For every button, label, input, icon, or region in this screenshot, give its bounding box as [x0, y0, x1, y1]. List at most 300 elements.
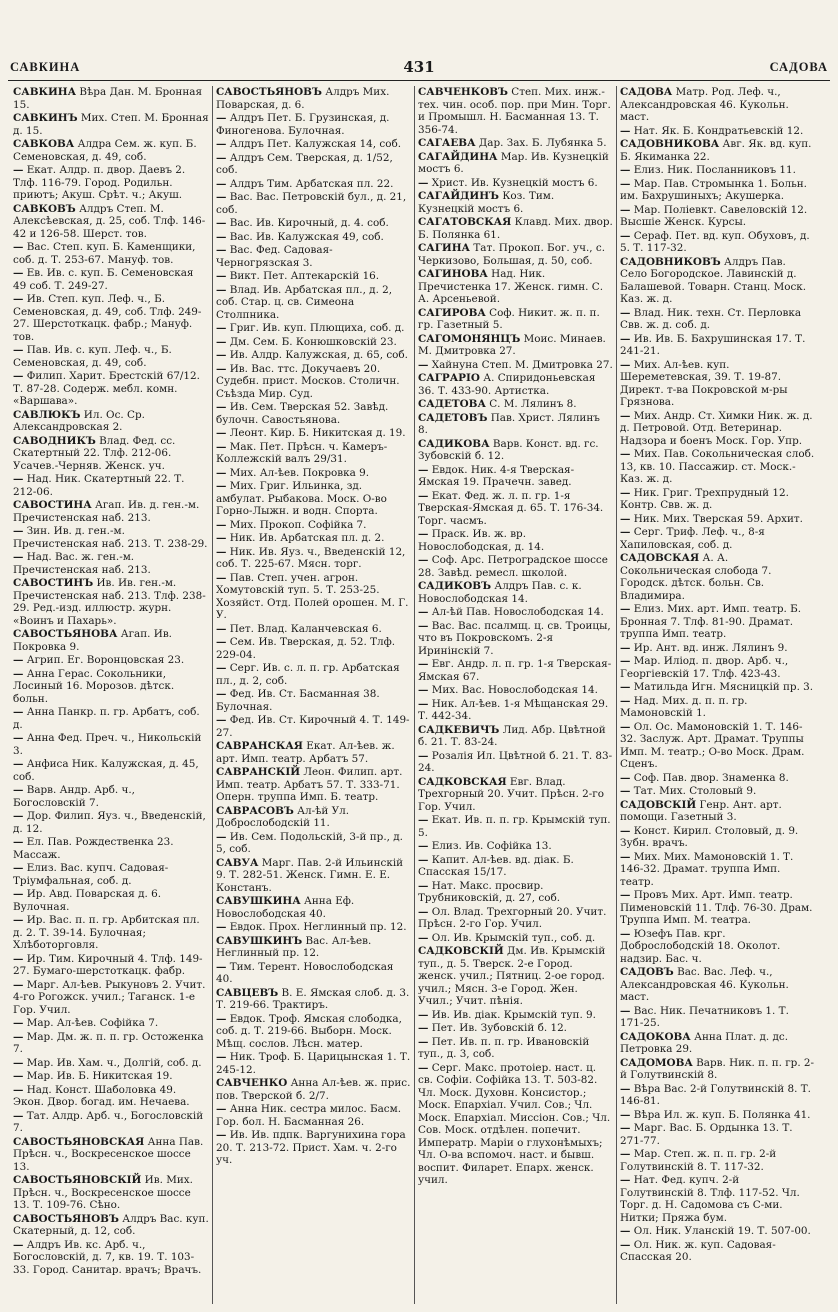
directory-entry — [216, 284, 411, 322]
entry-details: Тат. Алдр. Арб. ч., Богословскій 7. — [13, 1109, 204, 1134]
entry-details: Агап. Ив. Покровка 9. — [13, 628, 172, 653]
entry-details: Пав. Ив. с. куп. Леф. ч., Б. Семеновская, д. 49, соб. — [13, 344, 172, 369]
entry-details: Мар. Ал-ѣев. Софійка 7. — [26, 1017, 159, 1029]
directory-entry — [620, 513, 815, 526]
entry-surname: САГОМОНЯНЦЪ — [418, 332, 521, 345]
entry-details: Мар. Степ. ж. п. п. гр. 2-й Голутвинскій 8. Т. 117-32. — [620, 1148, 777, 1173]
entry-surname: — — [216, 217, 227, 229]
entry-surname: — — [13, 654, 24, 666]
entry-details: Юзефъ Пав. крг. Доброслободскій 18. Околот. надзир. Бас. ч. — [620, 927, 781, 965]
entry-details: Тат. Прокоп. Бог. уч., с. Черкизово, Большая, д. 50, соб. — [418, 242, 606, 267]
directory-entry — [216, 86, 411, 111]
entry-surname: — — [13, 952, 24, 965]
entry-surname: — — [216, 177, 227, 190]
entry-surname: — — [418, 879, 429, 892]
directory-entry — [13, 953, 209, 978]
directory-entry — [216, 662, 411, 687]
directory-entry — [216, 112, 411, 137]
entry-surname: — — [216, 622, 227, 635]
directory-entry — [216, 921, 411, 934]
entry-details: Екат. Фед. ж. л. п. гр. 1-я Тверская-Ямская д. 65. Т. 176-34. Торг. часмъ. — [418, 489, 604, 527]
entry-details: Вас. Ив. Кирочный, д. 4. соб. — [229, 217, 389, 229]
directory-entry — [13, 979, 209, 1017]
entry-surname: — — [418, 619, 429, 632]
entry-details: Над. Вас. ж. ген.-м. Пречистенская наб. 213. — [13, 551, 151, 576]
entry-details: Елиз. Мих. арт. Имп. театр. Б. Бронная 7. Тлф. 81-90. Драмат. труппа Имп. театр. — [620, 603, 802, 640]
entry-details: Ал-ѣй Ул. Доброслободскій 11. — [216, 804, 350, 829]
entry-surname: САГАЕВА — [418, 137, 476, 149]
entry-details: Зин. Ив. д. ген.-м. Пречистенская наб. 213. Т. 238-29. — [13, 525, 208, 550]
entry-surname: — — [620, 306, 631, 319]
entry-details: Алдръ Пав. Село Богородское. Лавинскій д. Балашевой. Товарн. Станц. Моск. Каз. ж. д. — [620, 255, 807, 305]
directory-entry — [216, 519, 411, 532]
directory-entry — [418, 464, 613, 489]
entry-details: Елиз. Ник. Посланниковъ 11. — [633, 164, 796, 176]
directory-entry — [13, 1213, 209, 1238]
entry-details: Алдръ Пет. Калужская 14, соб. — [229, 138, 402, 150]
directory-entry — [418, 945, 613, 1008]
directory-entry — [216, 401, 411, 426]
entry-details: Алдръ Пав. с. к. Новослободская 14. — [418, 580, 582, 605]
entry-surname: — — [13, 1070, 24, 1082]
entry-details: Агрип. Ег. Воронцовская 23. — [26, 654, 185, 666]
entry-surname: — — [418, 489, 429, 502]
directory-entry — [13, 1057, 209, 1070]
directory-entry — [418, 359, 613, 372]
entry-surname: САГИНА — [418, 242, 471, 254]
entry-details: Ив. Ив. Б. Бахрушинская 17. Т. 241-21. — [620, 332, 806, 357]
entry-surname: САГРАРІО — [418, 372, 480, 384]
entry-details: Ив. Мих. Прѣсн. ч., Воскресенское шоссе 13. Т. 109-76. Сѣно. — [13, 1174, 193, 1211]
entry-surname: — — [418, 658, 429, 670]
entry-details: Ив. Степ. куп. Леф. ч., Б. Семеновская, д. 49, соб. Тлф. 249-27. Шерстоткацк. фабр.; Мануф. тов. — [13, 293, 202, 343]
entry-surname: — — [13, 525, 24, 537]
directory-entry — [13, 164, 209, 202]
entry-surname: — — [418, 463, 429, 476]
entry-details: Леон. Филип. арт. Имп. театр. Арбатъ 57. Т. 333-71. Оперн. труппа Имп. Б. театр. — [216, 766, 403, 803]
directory-entry — [216, 231, 411, 244]
directory-entry — [418, 814, 613, 839]
entry-details: Елиз. Вас. купч. Садовая-Тріумфальная, соб. д. — [13, 862, 169, 887]
entry-details: Анна Пав. Прѣсн. ч., Воскресенское шоссе 13. — [13, 1135, 204, 1173]
entry-surname: — — [216, 244, 227, 256]
entry-details: Капит. Ал-ѣев. вд. діак. Б. Спасская 15/17. — [418, 853, 574, 878]
entry-surname: — — [216, 440, 227, 453]
entry-details: Ол. Ив. Крымскій туп., соб. д. — [431, 931, 596, 944]
entry-surname: — — [620, 1122, 631, 1134]
entry-surname: — — [620, 177, 631, 190]
directory-entry — [13, 344, 209, 369]
directory-entry — [620, 164, 815, 177]
entry-surname: — — [620, 512, 631, 525]
directory-entry — [620, 772, 815, 785]
entry-details: Вас. Вас. псалмщ. ц. св. Троицы, что въ Покровскомъ. 2-я Иринінскій 7. — [418, 619, 611, 657]
entry-surname: — — [620, 889, 631, 901]
entry-surname: — — [13, 241, 24, 253]
entry-details: Тим. Терент. Новослободская 40. — [216, 960, 394, 985]
entry-surname: — — [216, 427, 227, 439]
entry-details: Серг. Триф. Леф. ч., 8-я Хапиловская, соб. д. — [620, 526, 765, 551]
directory-entry — [13, 473, 209, 498]
entry-details: В. Е. Ямская слоб. д. 3. Т. 219-66. Трактиръ. — [216, 986, 410, 1011]
directory-entry — [418, 137, 613, 150]
entry-details: Алдръ Степ. М. Алексѣевская, д. 25, соб. Тлф. 146-42 и 126-58. Шерст. тов. — [13, 202, 206, 240]
entry-surname: — — [620, 641, 631, 654]
entry-surname: — — [620, 1174, 631, 1186]
entry-surname: — — [418, 853, 429, 866]
entry-surname: САВКИНА — [13, 86, 77, 98]
entry-details: Мак. Пет. Прѣсн. ч. Камеръ-Коллежскій валъ 29/31. — [216, 440, 388, 465]
directory-entry — [216, 480, 411, 518]
entry-surname: — — [216, 921, 227, 933]
entry-surname: — — [216, 1103, 227, 1115]
entry-surname: САДОВА — [620, 86, 673, 98]
entry-details: Евдок. Троф. Ямская слободка, соб. д. Т. 219-66. Выборн. Моск. Мѣщ. сослов. Лѣсн. матер. — [216, 1012, 402, 1050]
entry-details: Пет. Ив. Зубовскій б. 12. — [431, 1022, 567, 1034]
entry-details: Ник. Ив. Яуз. ч., Введенскій 12, соб. Т. 225-67. Мясн. торг. — [216, 545, 406, 570]
entry-surname: — — [216, 688, 227, 700]
entry-details: Анна Герас. Сокольники, Лосиный 16. Морозов. дѣтск. больн. — [13, 667, 175, 705]
directory-entry — [620, 333, 815, 358]
directory-columns — [10, 86, 830, 1304]
entry-details: Анна Еф. Новослободская 40. — [216, 895, 355, 920]
entry-surname: САВУШКИНЪ — [216, 934, 303, 947]
entry-details: Влад. Ник. техн. Ст. Перловка Свв. ж. д. соб. д. — [620, 306, 802, 331]
directory-entry — [620, 256, 815, 306]
directory-entry — [418, 776, 613, 814]
directory-entry — [620, 799, 815, 824]
directory-entry — [620, 1109, 815, 1122]
entry-surname: САГАЙДИНЪ — [418, 190, 499, 202]
entry-details: Алдръ Ив. кс. Арб. ч., Богословскій, д. 7, кв. 19. Т. 103-33. Город. Санитар. врачъ; Врачъ. — [13, 1238, 202, 1276]
entry-surname: — — [216, 1012, 227, 1025]
entry-surname: САДИКОВЪ — [418, 580, 492, 592]
entry-surname: — — [13, 758, 24, 770]
entry-details: Ник. Григ. Трехпрудный 12. Контр. Свв. ж. д. — [620, 486, 789, 511]
entry-details: Вас. Вас. Петровскій бул., д. 21, соб. — [216, 191, 407, 216]
directory-entry — [216, 623, 411, 636]
entry-surname: — — [216, 362, 227, 375]
entry-details: Евг. Андр. л. п. гр. 1-я Тверская-Ямская 67. — [418, 658, 612, 683]
entry-details: Вѣра Вас. 2-й Голутвинскій 8. Т. 146-81. — [620, 1082, 811, 1107]
directory-entry — [13, 435, 209, 473]
entry-details: Сераф. Пет. вд. куп. Обуховъ, д. 5. Т. 117-32. — [620, 229, 810, 254]
directory-entry — [216, 322, 411, 335]
entry-surname: — — [216, 1051, 227, 1063]
entry-details: Ив. Сем. Тверская 52. Завѣд. булочн. Савостьянова. — [216, 401, 389, 426]
directory-entry — [418, 684, 613, 697]
directory-entry — [216, 1129, 411, 1167]
directory-entry — [216, 935, 411, 960]
entry-surname: САГИНОВА — [418, 268, 488, 280]
directory-entry — [216, 217, 411, 230]
directory-entry — [13, 1110, 209, 1135]
directory-entry — [216, 270, 411, 283]
entry-surname: САВЧЕНКОВЪ — [418, 86, 508, 98]
entry-surname: — — [418, 840, 429, 852]
entry-details: Соф. Арс. Петроградское шоссе 28. Завѣд. ремесл. школой. — [418, 554, 608, 579]
entry-details: Анна Ал-ѣев. ж. прис. пов. Тверской б. 2/7. — [216, 1077, 411, 1102]
entry-surname: — — [216, 322, 227, 334]
entry-details: Ол. Ник. Уланскій 19. Т. 507-00. — [633, 1225, 811, 1237]
directory-entry — [13, 668, 209, 706]
entry-details: Мих. Мих. Мамоновскій 1. Т. 146-32. Драмат. труппа Имп. театр. — [620, 850, 794, 888]
entry-surname: — — [216, 662, 227, 674]
entry-surname: САВРАНСКІЙ — [216, 766, 301, 778]
entry-details: Авг. Як. вд. куп. Б. Якиманка 22. — [620, 138, 812, 163]
entry-surname: — — [13, 1083, 24, 1096]
entry-details: Екат. Ив. п. п. гр. Крымскій туп. 5. — [418, 814, 611, 839]
directory-entry — [216, 1103, 411, 1128]
directory-entry — [620, 204, 815, 229]
entry-details: Агап. Ив. д. ген.-м. Пречистенская наб. 213. — [13, 499, 200, 524]
entry-surname: — — [620, 603, 631, 615]
entry-surname: — — [620, 927, 631, 940]
entry-details: А. А. Сокольническая слобода 7. Городск. дѣтск. больн. Св. Владимира. — [620, 552, 772, 602]
entry-surname: — — [216, 545, 227, 558]
directory-entry — [418, 658, 613, 683]
entry-details: Вас. Ив. Калужская 49, соб. — [229, 230, 384, 243]
entry-details: Анна Плат. д. дс. Петровка 29. — [620, 1030, 789, 1055]
entry-surname: — — [620, 1238, 631, 1251]
entry-details: Ил. Ос. Ср. Александровская 2. — [13, 408, 145, 433]
entry-surname: — — [13, 1017, 24, 1029]
entry-details: Анфиса Ник. Калужская, д. 45, соб. — [13, 758, 199, 783]
entry-details: Мих. Ал-ѣев. куп. Шереметевская, 39. Т. 19-87. Директ. т-ва Покровской м-ры Грязнова. — [620, 358, 788, 408]
entry-surname: САДОВНИКОВЪ — [620, 255, 721, 268]
directory-entry — [13, 577, 209, 627]
directory-entry — [418, 906, 613, 931]
entry-surname: — — [216, 335, 227, 348]
directory-entry — [418, 438, 613, 463]
entry-surname: САВОСТЬЯНОВЪ — [13, 1212, 119, 1225]
directory-entry — [13, 267, 209, 292]
entry-details: С. М. Лялинъ 8. — [489, 398, 577, 410]
entry-details: Пав. Христ. Лялинъ 8. — [418, 411, 600, 436]
entry-details: Филип. Харит. Брестскій 67/12. Т. 87-28. Содерж. мебл. комн. «Варшава». — [13, 370, 200, 407]
directory-entry — [216, 714, 411, 739]
entry-details: Тат. Мих. Столовый 9. — [633, 785, 757, 797]
entry-details: Вас. Фед. Садовая-Черногрязская 3. — [216, 244, 333, 269]
directory-entry — [216, 138, 411, 151]
directory-entry — [216, 336, 411, 349]
entry-details: Ир. Ант. вд. инж. Лялинъ 9. — [633, 641, 788, 654]
directory-entry — [13, 862, 209, 887]
entry-details: Григ. Ив. куп. Плющиха, соб. д. — [229, 322, 405, 334]
entry-details: Ник. Мих. Тверская 59. Архит. — [633, 512, 803, 525]
directory-entry — [418, 554, 613, 579]
entry-details: Мих. Григ. Ильинка, зд. амбулат. Рыбакова. Моск. О-во Горно-Лыжн. и водн. Спорта. — [216, 480, 387, 517]
entry-surname: САВОДНИКЪ — [13, 434, 96, 447]
entry-details: Ив. Ив. ген.-м. Пречистенская наб. 213. Тлф. 238-29. Ред.-изд. иллюстр. журн. «Воинъ и Пахарь». — [13, 577, 206, 627]
entry-details: Дм. Сем. Б. Конюшковскій 23. — [229, 335, 397, 348]
entry-surname: — — [620, 1082, 631, 1095]
directory-entry — [620, 230, 815, 255]
entry-details: Матильда Игн. Мясницкій пр. 3. — [633, 681, 814, 693]
entry-surname: — — [216, 960, 227, 973]
column-1 — [10, 86, 212, 1304]
directory-entry — [418, 1022, 613, 1035]
directory-entry — [620, 410, 815, 448]
directory-entry — [620, 487, 815, 512]
page-header — [8, 58, 830, 81]
entry-surname: САДОВЪ — [620, 966, 674, 978]
directory-entry — [216, 1051, 411, 1076]
entry-surname: САВКОВА — [13, 138, 75, 150]
entry-surname: САГИРОВА — [418, 306, 486, 319]
entry-surname: — — [13, 164, 24, 176]
entry-details: Алдръ Пет. Б. Грузинская, д. Финогенова. Булочная. — [216, 112, 390, 137]
entry-surname: — — [418, 684, 429, 696]
entry-surname: САВРАНСКАЯ — [216, 740, 303, 752]
entry-surname: — — [620, 526, 631, 538]
directory-entry — [216, 363, 411, 401]
entry-surname: САДОВСКАЯ — [620, 552, 700, 564]
entry-surname: — — [418, 554, 429, 566]
directory-entry — [13, 1136, 209, 1174]
entry-details: Ив. Алдр. Калужская, д. 65, соб. — [229, 349, 408, 361]
directory-entry — [620, 928, 815, 966]
directory-entry — [620, 178, 815, 203]
directory-entry — [418, 86, 613, 136]
directory-entry — [13, 499, 209, 524]
entry-surname: — — [13, 784, 24, 796]
entry-surname: — — [216, 466, 227, 479]
entry-details: Алдръ Сем. Тверская, д. 1/52, соб. — [216, 151, 393, 176]
directory-entry — [216, 546, 411, 571]
entry-surname: САДЕТОВЪ — [418, 411, 488, 424]
entry-details: Алдра Сем. ж. куп. Б. Семеновская, д. 49, соб. — [13, 138, 197, 163]
directory-entry — [620, 307, 815, 332]
directory-entry — [13, 551, 209, 576]
column-2 — [212, 86, 414, 1304]
directory-entry — [418, 932, 613, 945]
entry-details: Ел. Пав. Рождественка 23. Массаж. — [13, 836, 174, 861]
entry-details: Мих. Пав. Сокольническая слоб. 13, кв. 10. Пассажир. ст. Моск.-Каз. ж. д. — [620, 448, 815, 485]
directory-entry — [620, 642, 815, 655]
entry-details: Анна Ник. сестра милос. Басм. Гор. бол. Н. Басманная 26. — [216, 1103, 402, 1128]
directory-entry — [13, 409, 209, 434]
entry-details: Мар. Иліод. п. двор. Арб. ч., Георгіевскій 17. Тлф. 423-43. — [620, 655, 789, 680]
entry-surname: — — [216, 151, 227, 164]
entry-details: Сем. Ив. Тверская, д. 52. Тлф. 229-04. — [216, 636, 396, 661]
directory-entry — [620, 448, 815, 486]
directory-entry — [418, 750, 613, 775]
directory-entry — [216, 688, 411, 713]
entry-surname: — — [13, 473, 24, 485]
directory-entry — [216, 831, 411, 856]
entry-details: Вас. Ник. Печатниковъ 1. Т. 171-25. — [620, 1004, 789, 1029]
entry-details: А. Спиридоньевская 36. Т. 433-90. Артистка. — [418, 372, 596, 397]
directory-entry — [620, 1239, 815, 1264]
directory-entry — [620, 889, 815, 927]
entry-details: Христ. Ив. Кузнецкій мостъ 6. — [431, 176, 598, 189]
directory-entry — [620, 138, 815, 163]
directory-entry — [620, 966, 815, 1004]
entry-surname: — — [13, 836, 24, 848]
entry-details: Марг. Вас. Б. Ордынка 13. Т. 271-77. — [620, 1122, 793, 1147]
directory-entry — [216, 349, 411, 362]
entry-details: Алдръ Тим. Арбатская пл. 22. — [229, 177, 394, 190]
directory-entry — [216, 191, 411, 216]
entry-details: Варв. Конст. вд. гс. Зубовскій б. 12. — [418, 437, 599, 462]
entry-details: Евг. Влад. Трехгорный 20. Учит. Прѣсн. 2-го Гор. Учил. — [418, 775, 605, 813]
directory-entry — [13, 203, 209, 241]
entry-surname: — — [13, 1056, 24, 1069]
entry-surname: — — [216, 1129, 227, 1141]
entry-surname: САВОСТИНЪ — [13, 577, 94, 589]
entry-details: Серг. Ив. с. л. п. гр. Арбатская пл., д. 2, соб. — [216, 662, 400, 687]
entry-details: Над. Ник. Пречистенка 17. Женск. гимн. С. А. Арсеньевой. — [418, 268, 604, 305]
entry-surname: САГАТОВСКАЯ — [418, 216, 512, 228]
entry-details: Вас. Ал-ѣев. Неглинный пр. 12. — [216, 934, 372, 959]
entry-surname: — — [620, 1004, 631, 1017]
entry-surname: САВУА — [216, 856, 259, 869]
entry-surname: — — [620, 164, 631, 176]
entry-details: Вас. Вас. Леф. ч., Александровская 46. Кукольн. маст. — [620, 966, 789, 1003]
directory-entry — [620, 359, 815, 409]
entry-surname: — — [418, 697, 429, 710]
entry-details: Екат. Алдр. п. двор. Даевъ 2. Тлф. 116-79. Город. Родильн. приютъ; Акуш. Срѣт. ч.; Акуш. — [13, 164, 186, 201]
entry-details: Мих. Андр. Ст. Химки Ник. ж. д. д. Петровой. Отд. Ветеринар. Надзора и боенъ Моск. Гор. Упр. — [620, 409, 813, 447]
entry-surname: — — [216, 112, 227, 124]
entry-surname: — — [620, 785, 631, 797]
directory-entry — [216, 532, 411, 545]
entry-details: Соф. Никит. ж. п. п. гр. Газетный 5. — [418, 306, 600, 331]
entry-surname: САГАЙДИНА — [418, 150, 498, 163]
entry-surname: — — [620, 1148, 631, 1160]
directory-entry — [620, 1031, 815, 1056]
entry-details: Мар. Поліевкт. Савеловскій 12. Высшіе Женск. Курсы. — [620, 203, 808, 228]
entry-surname: САДОВСКІЙ — [620, 798, 697, 811]
directory-entry — [418, 333, 613, 358]
directory-entry — [620, 125, 815, 138]
entry-details: Леонт. Кир. Б. Никитская д. 19. — [229, 427, 406, 439]
entry-surname: — — [620, 1108, 631, 1121]
directory-entry — [216, 572, 411, 622]
directory-entry — [13, 1017, 209, 1030]
entry-details: Анна Панкр. п. гр. Арбатъ, соб. д. — [13, 706, 200, 731]
directory-entry — [216, 152, 411, 177]
directory-entry — [13, 810, 209, 835]
entry-surname: — — [418, 606, 429, 618]
directory-entry — [13, 836, 209, 861]
directory-entry — [620, 86, 815, 124]
entry-details: Ир. Вас. п. п. гр. Арбитская пл. д. 2. Т. 39-14. Булочная; Хлѣботорговля. — [13, 914, 200, 951]
entry-surname: — — [620, 229, 631, 242]
entry-surname: — — [418, 1061, 429, 1074]
directory-entry — [418, 840, 613, 853]
entry-surname: — — [216, 714, 227, 726]
entry-details: Марг. Ал-ѣев. Рыкуновъ 2. Учит. 4-го Рогожск. учил.; Таганск. 1-е Гор. Учил. — [13, 978, 206, 1016]
directory-entry — [620, 1225, 815, 1238]
directory-entry — [216, 961, 411, 986]
directory-entry — [620, 785, 815, 798]
entry-surname: — — [418, 931, 429, 944]
entry-surname: — — [418, 1022, 429, 1034]
entry-details: Матр. Род. Леф. ч., Александровская 46. Кукольн. маст. — [620, 86, 789, 123]
entry-details: Соф. Пав. двор. Знаменка 8. — [633, 771, 789, 784]
entry-details: Ив. Сем. Подольскій, 3-й пр., д. 5, соб. — [216, 830, 403, 855]
directory-entry — [13, 784, 209, 809]
directory-entry — [418, 606, 613, 619]
entry-details: Екат. Ал-ѣев. ж. арт. Имп. театр. Арбатъ 57. — [216, 740, 395, 765]
directory-entry — [216, 178, 411, 191]
directory-entry — [13, 112, 209, 137]
entry-details: Провъ Мих. Арт. Имп. театр. Пименовскій 11. Тлф. 76-30. Драм. Труппа Имп. М. театра. — [620, 889, 813, 926]
directory-entry — [418, 216, 613, 241]
entry-surname: — — [620, 486, 631, 499]
